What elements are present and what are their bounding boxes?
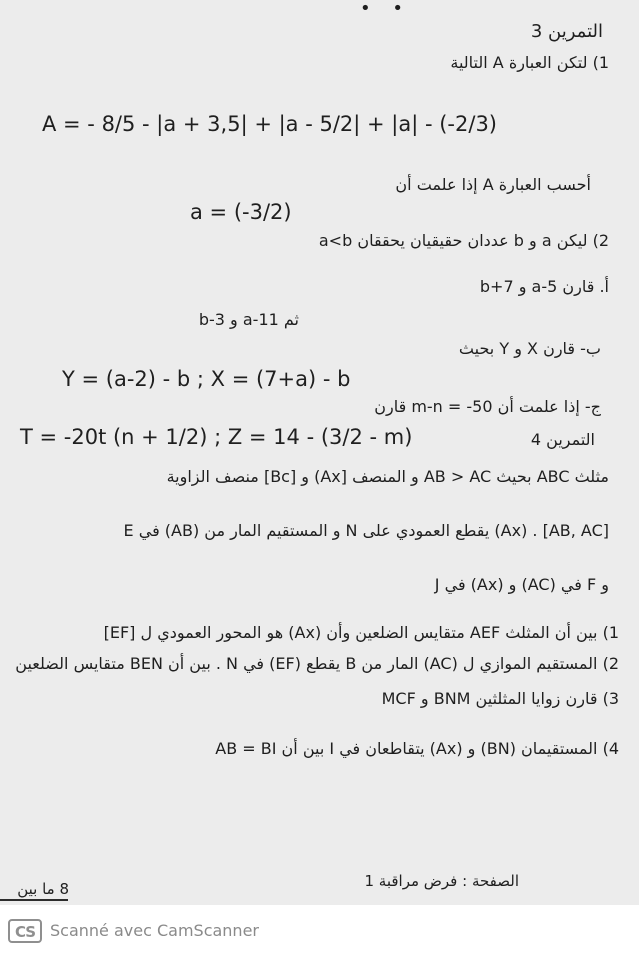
exercise-4-line-a: مثلث ABC بحيث AB > AC و المنصف [Ax) و [Bc] منصف الزاوية (166, 467, 609, 486)
expression-xy: Y = (a-2) - b ; X = (7+a) - b (62, 367, 351, 391)
camscanner-footer (0, 905, 639, 960)
question-4: 4) المستقيمان (BN) و (Ax) يتقاطعان في I بين أن AB = BI (215, 739, 619, 758)
instruction-2: أحسب العبارة A إذا علمت أن (395, 175, 591, 194)
exercise-4-line-c: و F في (AC) و (Ax) في J (434, 575, 609, 594)
question-1: 1) بين أن المثلث AEF متقايس الضلعين وأن (Ax) هو المحور العمودي ل [EF] (103, 623, 619, 642)
question-2: 2) المستقيم الموازي ل (AC) المار من B يقطع (EF) في N . بين أن BEN متقايس الضلعين (15, 654, 619, 673)
value-a: a = (-3/2) (190, 200, 292, 224)
expression-a: A = - 8/5 - |a + 3,5| + |a - 5/2| + |a| - (-2/3) (42, 112, 497, 136)
camscanner-brand: CS (15, 923, 36, 941)
part-a: أ. قارن a-5 و b+7 (479, 277, 609, 296)
question-3: 3) قارن زوايا المثلثين BNM و MCF (381, 689, 619, 708)
part-a2: ثم a-11 و 3-b (198, 310, 299, 329)
instruction-3: 2) ليكن a و b عددان حقيقيان يحققان a<b (318, 231, 609, 250)
footer-note: الصفحة : فرض مراقبة 1 (364, 872, 519, 890)
camscanner-text: Scanné avec CamScanner (50, 921, 259, 940)
footer-underline (0, 899, 68, 901)
expression-tz: T = -20t (n + 1/2) ; Z = 14 - (3/2 - m) (20, 425, 413, 449)
header-marks: • • (360, 0, 411, 19)
camscanner-logo (8, 919, 42, 943)
footer-right: 8 ما بين (17, 880, 69, 898)
instruction-1: 1) لتكن العبارة A التالية (450, 53, 609, 72)
exercise-title: التمرين 3 (530, 21, 603, 42)
exercise-4-title: التمرين 4 (530, 430, 595, 449)
part-b: ب- قارن X و Y بحيث (458, 339, 601, 358)
part-c: ج- إذا علمت أن m-n = -50 قارن (374, 397, 601, 416)
exercise-4-line-b: E في (AB) و المستقيم المار من N يقطع العمودي على (Ax) . [AB, AC] (123, 521, 609, 540)
